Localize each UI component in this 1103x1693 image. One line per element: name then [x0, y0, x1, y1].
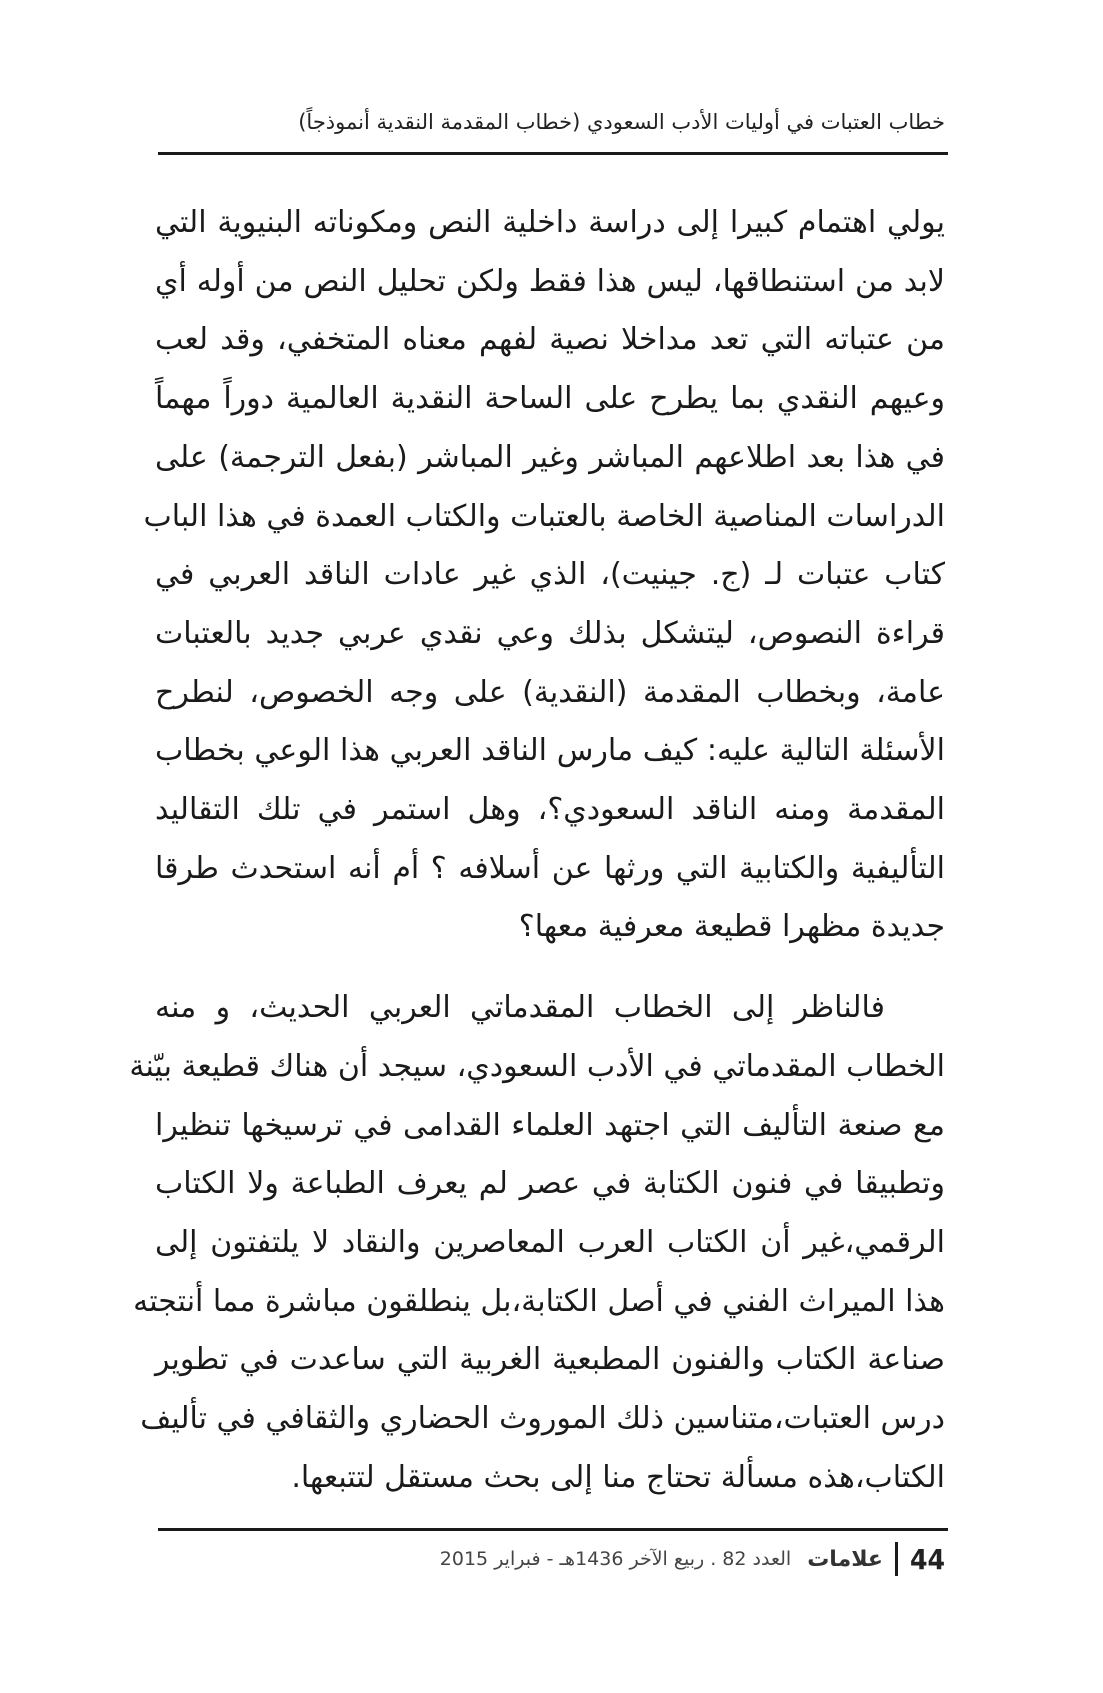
text-line: الخطاب المقدماتي في الأدب السعودي، سيجد أن هناك قطيعة بيّنة — [129, 1048, 945, 1084]
page-footer — [155, 1541, 945, 1577]
text-line: مع صنعة التأليف التي اجتهد العلماء القدامى في ترسيخها تنظيرا — [155, 1107, 945, 1143]
footer-rule — [158, 1528, 948, 1531]
paragraph-1 — [143, 194, 945, 957]
header-rule — [158, 152, 948, 155]
text-line: المقدمة ومنه الناقد السعودي؟، وهل استمر في تلك التقاليد — [155, 792, 945, 828]
text-line: التأليفية والكتابية التي ورثها عن أسلافه ؟ أم أنه استحدث طرقا — [155, 850, 945, 886]
text-line: الأسئلة التالية عليه: كيف مارس الناقد العربي هذا الوعي بخطاب — [155, 733, 945, 769]
text-line: في هذا بعد اطلاعهم المباشر وغير المباشر (بفعل الترجمة) على — [155, 439, 945, 475]
running-header: خطاب العتبات في أوليات الأدب السعودي (خطاب المقدمة النقدية أنموذجاً) — [298, 110, 945, 134]
journal-logo: علامات — [807, 1546, 883, 1572]
text-line: من عتباته التي تعد مداخلا نصية لفهم معناه المتخفي، وقد لعب — [155, 322, 945, 358]
text-line: لابد من استنطاقها، ليس هذا فقط ولكن تحليل النص من أوله أي — [155, 263, 945, 299]
text-line: الدراسات المناصية الخاصة بالعتبات والكتاب العمدة في هذا الباب — [143, 498, 945, 534]
text-line: جديدة مظهرا قطيعة معرفية معها؟ — [518, 909, 945, 945]
text-line: درس العتبات،متناسين ذلك الموروث الحضاري والثقافي في تأليف — [140, 1401, 945, 1437]
text-line: الكتاب،هذه مسألة تحتاج منا إلى بحث مستقل لتتبعها. — [291, 1459, 945, 1495]
text-line: قراءة النصوص، ليتشكل بذلك وعي نقدي عربي جديد بالعتبات — [155, 615, 945, 651]
text-line: يولي اهتمام كبيرا إلى دراسة داخلية النص ومكوناته البنيوية التي — [155, 205, 945, 240]
text-line: وعيهم النقدي بما يطرح على الساحة النقدية العالمية دوراً مهماً — [155, 381, 945, 417]
text-line: كتاب عتبات لـ (ج. جينيت)، الذي غير عادات الناقد العربي في — [155, 557, 945, 593]
body-text — [129, 194, 945, 1507]
text-line: فالناظر إلى الخطاب المقدماتي العربي الحديث، و منه — [155, 990, 885, 1026]
page-number: 44 — [909, 1542, 945, 1576]
text-line: صناعة الكتاب والفنون المطبعية الغربية التي ساعدت في تطوير — [155, 1342, 945, 1378]
text-line: وتطبيقا في فنون الكتابة في عصر لم يعرف الطباعة ولا الكتاب — [155, 1166, 945, 1202]
paragraph-2 — [129, 979, 945, 1507]
text-line: الرقمي،غير أن الكتاب العرب المعاصرين والنقاد لا يلتفتون إلى — [155, 1224, 945, 1260]
issue-info: العدد 82 . ربيع الآخر 1436هـ - فبراير 2015 — [439, 1548, 792, 1570]
text-line: عامة، وبخطاب المقدمة (النقدية) على وجه الخصوص، لنطرح — [155, 674, 945, 710]
text-line: هذا الميراث الفني في أصل الكتابة،بل ينطلقون مباشرة مما أنتجته — [133, 1283, 945, 1319]
footer-separator — [895, 1542, 898, 1576]
